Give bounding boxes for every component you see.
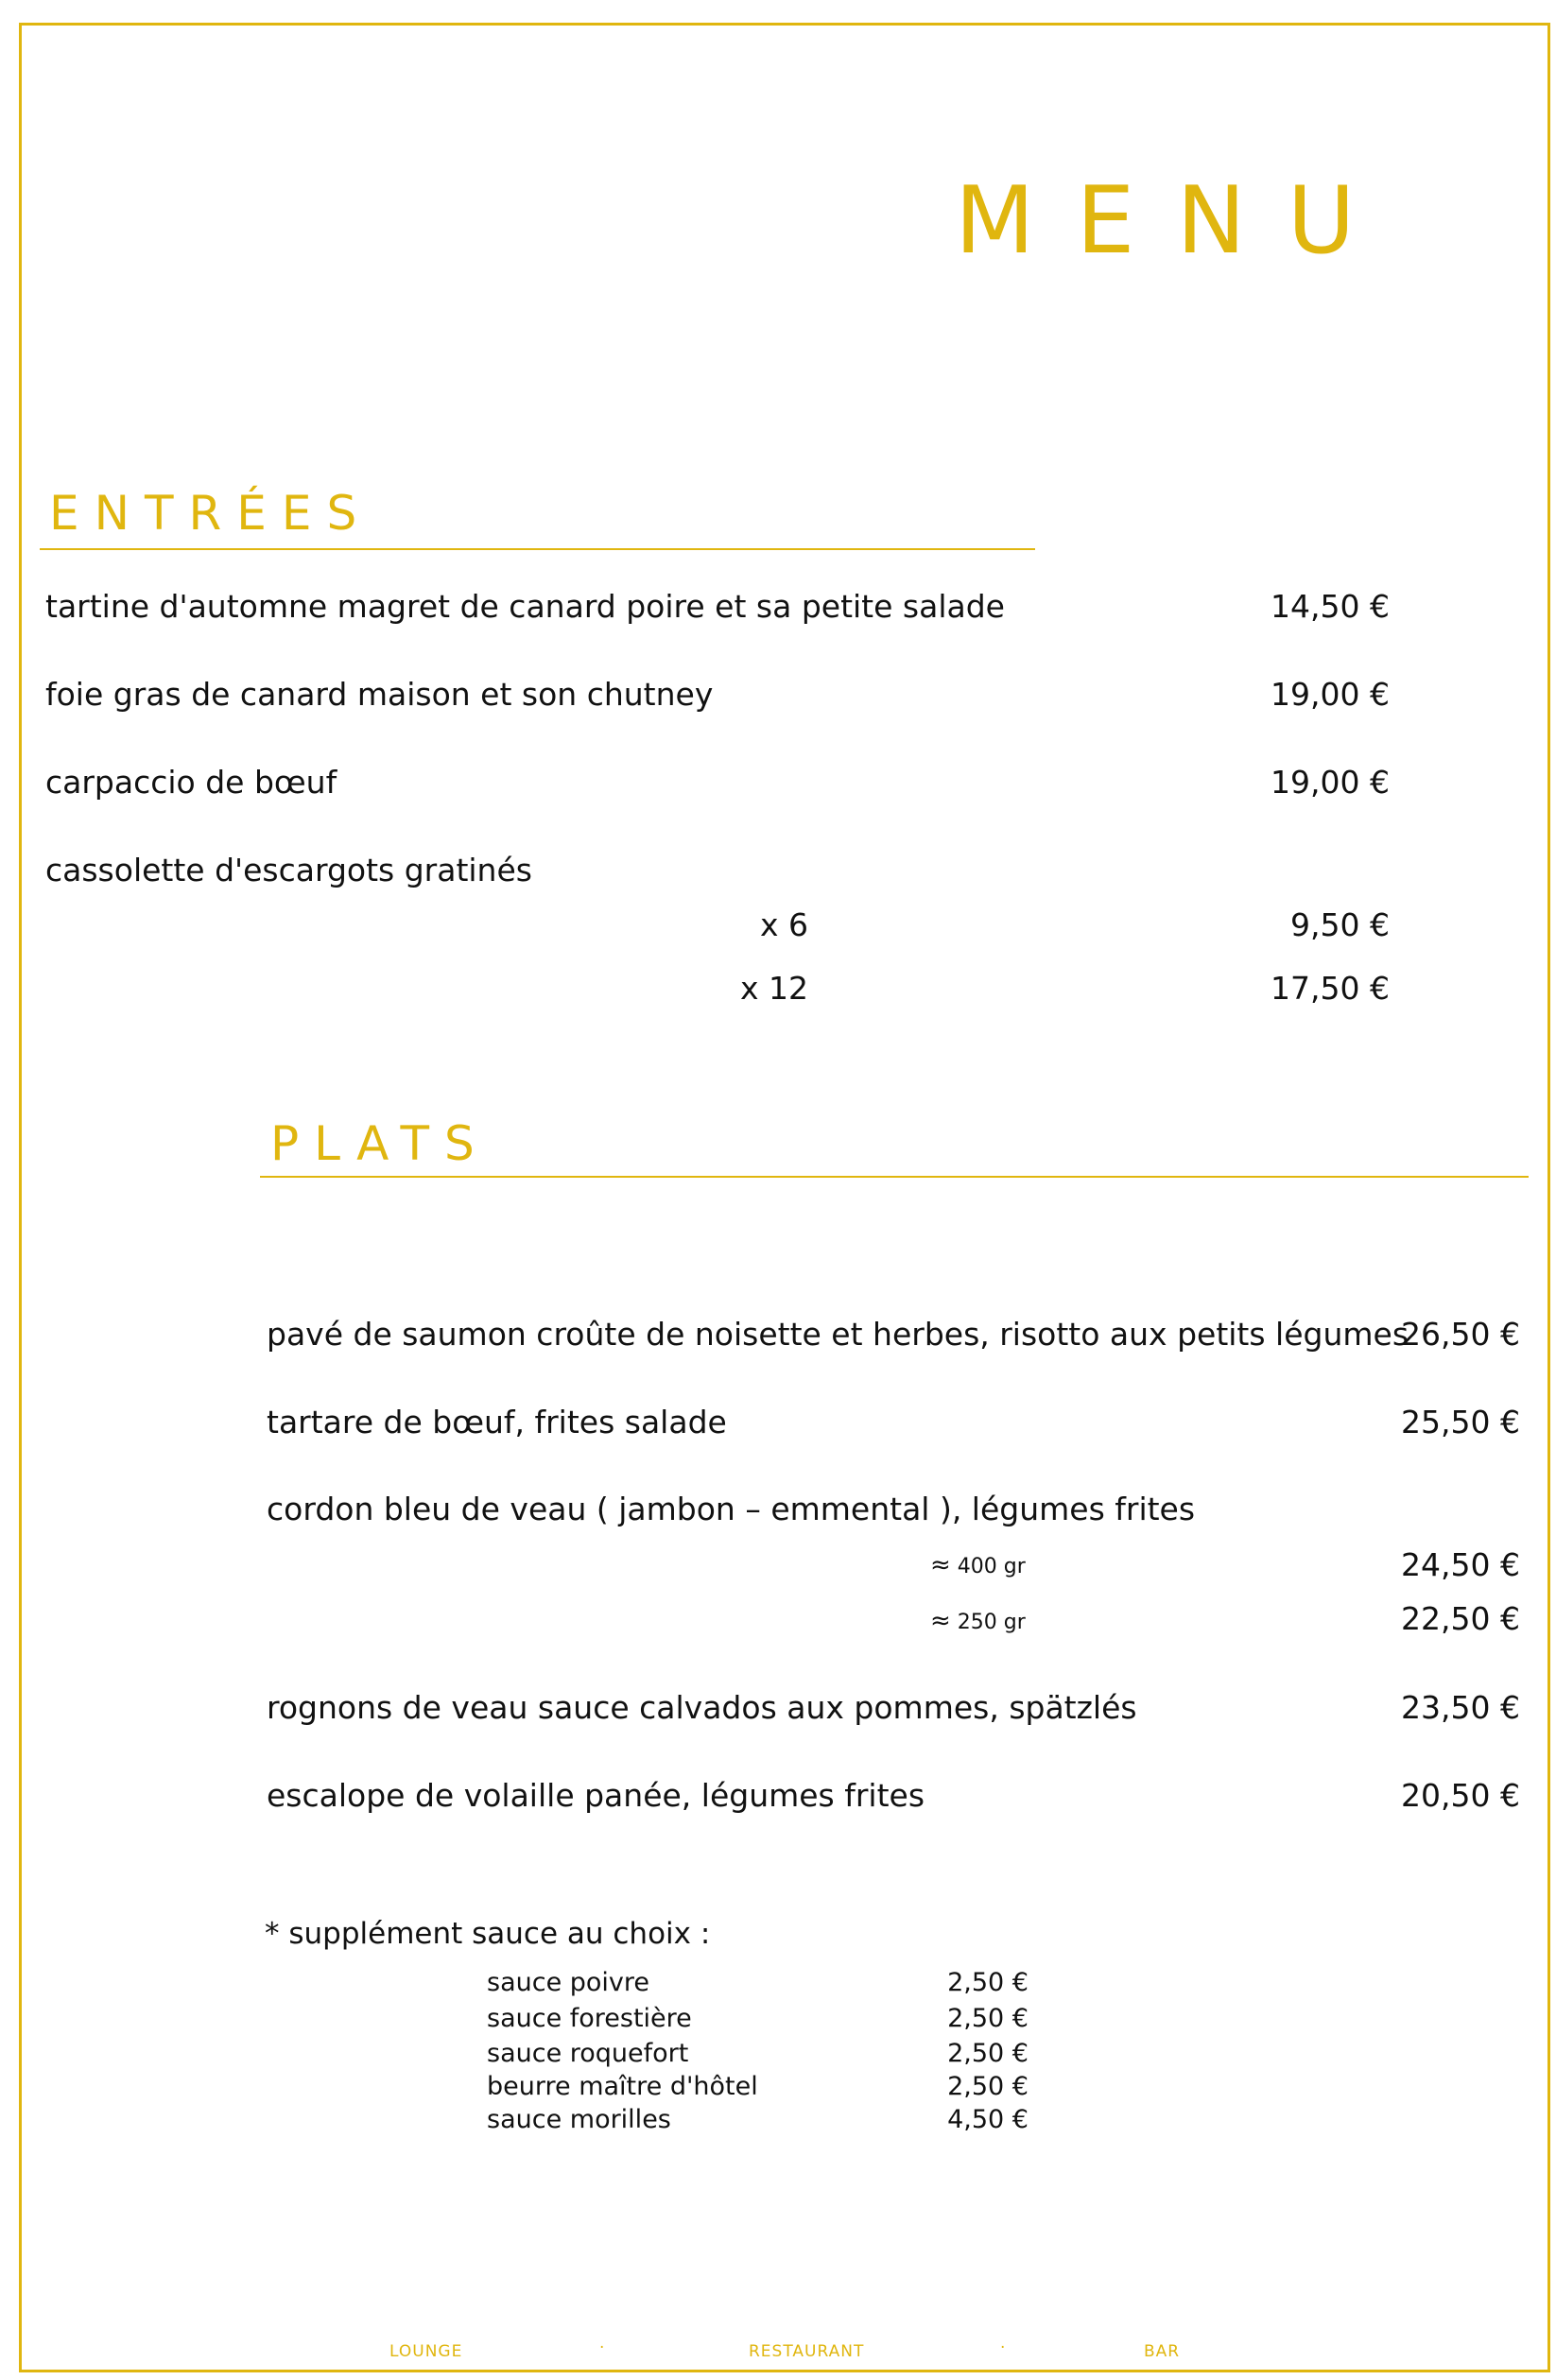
plat-item-5-name: escalope de volaille panée, légumes frites [267, 1777, 925, 1814]
sauce-item-3-price: 2,50 € [947, 2039, 1029, 2068]
sauce-item-1-name: sauce poivre [487, 1968, 650, 1997]
entrees-heading: ENTRÉES [49, 486, 372, 541]
cordon-price-250: 22,50 € [1401, 1600, 1520, 1637]
page-frame [19, 23, 1550, 2372]
plat-item-2-name: tartare de bœuf, frites salade [267, 1404, 727, 1440]
sauce-item-1-price: 2,50 € [947, 1968, 1029, 1997]
entree-item-3-price: 19,00 € [1271, 764, 1390, 801]
footer-bar: BAR [1144, 2342, 1181, 2361]
sauce-item-2-price: 2,50 € [947, 2004, 1029, 2033]
sauce-item-3-name: sauce roquefort [487, 2039, 689, 2068]
plats-divider [260, 1176, 1529, 1178]
entree-item-3-name: carpaccio de bœuf [45, 764, 337, 801]
cordon-weight-250: 250 gr [957, 1611, 1026, 1634]
plat-item-2-price: 25,50 € [1401, 1404, 1520, 1440]
plat-item-4-price: 23,50 € [1401, 1689, 1520, 1726]
approx-symbol: ≈ [930, 1551, 951, 1579]
sauce-item-4-name: beurre maître d'hôtel [487, 2072, 758, 2101]
footer-lounge: LOUNGE [389, 2342, 463, 2361]
supplement-heading: * supplément sauce au choix : [265, 1917, 711, 1951]
cordon-option-250 [930, 1609, 1026, 1633]
entree-item-4-name: cassolette d'escargots gratinés [45, 852, 532, 888]
sauce-item-4-price: 2,50 € [947, 2072, 1029, 2101]
escargots-qty-12: x 12 [739, 970, 808, 1007]
footer-separator-1: · [599, 2338, 605, 2357]
approx-symbol: ≈ [930, 1607, 951, 1635]
footer-separator-2: · [1000, 2338, 1006, 2357]
entree-item-1-price: 14,50 € [1271, 588, 1390, 625]
entrees-divider [40, 548, 1035, 550]
plat-item-3-name: cordon bleu de veau ( jambon – emmental ), légumes frites [267, 1491, 1196, 1527]
cordon-option-400 [930, 1553, 1026, 1578]
escargots-price-12: 17,50 € [1271, 970, 1390, 1007]
entree-item-2-price: 19,00 € [1271, 676, 1390, 713]
plat-item-4-name: rognons de veau sauce calvados aux pommes, spätzlés [267, 1689, 1137, 1726]
plat-item-5-price: 20,50 € [1401, 1777, 1520, 1814]
plat-item-1-price: 26,50 € [1401, 1316, 1520, 1353]
sauce-item-5-price: 4,50 € [947, 2105, 1029, 2134]
footer-restaurant: RESTAURANT [749, 2342, 865, 2361]
plat-item-1-name: pavé de saumon croûte de noisette et herbes, risotto aux petits légumes [267, 1316, 1409, 1353]
entree-item-2-name: foie gras de canard maison et son chutney [45, 676, 714, 713]
plats-heading: PLATS [270, 1116, 490, 1171]
escargots-qty-6: x 6 [759, 906, 808, 943]
cordon-price-400: 24,50 € [1401, 1546, 1520, 1583]
sauce-item-5-name: sauce morilles [487, 2105, 671, 2134]
menu-title: MENU [955, 167, 1397, 275]
cordon-weight-400: 400 gr [957, 1555, 1026, 1578]
entree-item-1-name: tartine d'automne magret de canard poire et sa petite salade [45, 588, 1005, 625]
escargots-price-6: 9,50 € [1290, 906, 1390, 943]
sauce-item-2-name: sauce forestière [487, 2004, 692, 2033]
